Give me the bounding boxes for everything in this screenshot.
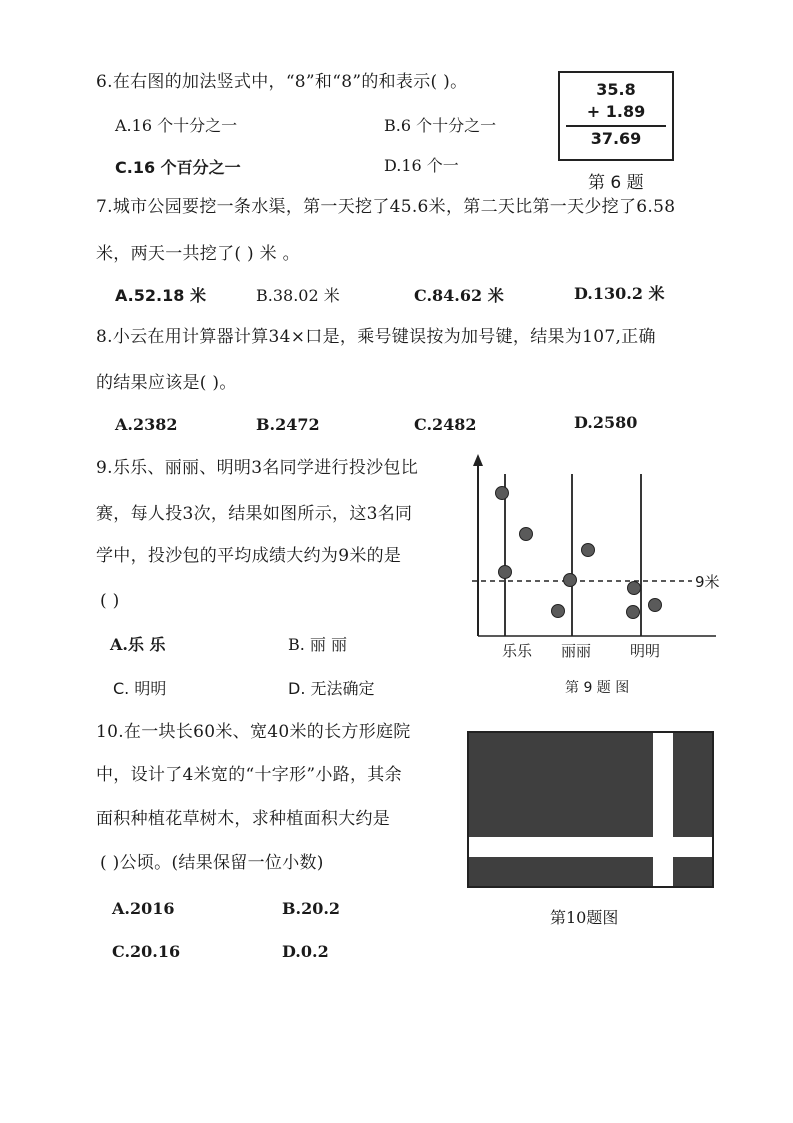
q6-figure-result: 37.69 [590, 129, 642, 148]
q6-figure-vertical-addition [558, 71, 674, 161]
q8-option-c: C.2482 [414, 415, 477, 434]
q9-figure-dot-lele-1 [496, 487, 509, 500]
q10-figure-vertical-path [653, 732, 673, 887]
q8-option-d: D.2580 [574, 413, 638, 432]
q9-figure-dot-lili-1 [582, 544, 595, 557]
q9-figure-name-mingming: 明明 [630, 642, 661, 660]
q9-figure-name-lili: 丽丽 [561, 642, 592, 660]
q7-option-b: B.38.02 米 [256, 286, 340, 305]
q9-figure-name-lele: 乐乐 [502, 642, 533, 660]
q7-stem-line1: 7.城市公园要挖一条水渠，第一天挖了45.6米，第二天比第一天少挖了6.58 [96, 197, 676, 217]
q10-stem-line4: ( )公顷。(结果保留一位小数) [100, 853, 324, 873]
q9-stem-line3: 学中，投沙包的平均成绩大约为9米的是 [96, 546, 402, 566]
q8-option-a: A.2382 [115, 415, 178, 434]
q6-figure-line2: + 1.89 [586, 102, 646, 121]
q10-stem-line2: 中，设计了4米宽的“十字形”小路，其余 [96, 765, 402, 785]
q8-option-b: B.2472 [256, 415, 320, 434]
q9-option-b: B. 丽 丽 [288, 635, 348, 654]
q9-stem-line4: ( ) [100, 591, 120, 611]
q6-figure-caption: 第 6 题 [588, 173, 644, 193]
q9-figure-y-axis-arrow [473, 454, 483, 466]
q6-option-c: C.16 个百分之一 [115, 158, 241, 177]
q8-stem-line1: 8.小云在用计算器计算34×口是，乘号键误按为加号键，结果为107,正确 [96, 327, 656, 347]
q6-option-a: A.16 个十分之一 [115, 116, 238, 135]
q9-stem-line2: 赛，每人投3次，结果如图所示，这3名同 [96, 504, 413, 524]
q9-stem-line1: 9.乐乐、丽丽、明明3名同学进行投沙包比 [96, 458, 419, 478]
q10-figure-horizontal-path [468, 837, 713, 857]
q10-option-d: D.0.2 [282, 942, 329, 961]
q7-option-c: C.84.62 米 [414, 286, 504, 305]
q8-stem-line2: 的结果应该是( )。 [96, 373, 237, 393]
q10-option-c: C.20.16 [112, 942, 181, 961]
q6-option-b: B.6 个十分之一 [384, 116, 497, 135]
q9-figure-dot-lili-3 [552, 605, 565, 618]
q10-stem-line1: 10.在一块长60米、宽40米的长方形庭院 [96, 722, 411, 742]
q9-figure-dot-mingming-3 [627, 606, 640, 619]
q9-figure-caption: 第 9 题 图 [565, 680, 630, 696]
q9-option-a: A.乐 乐 [110, 635, 166, 654]
q9-option-c: C. 明明 [113, 679, 167, 698]
q9-figure-dot-mingming-1 [628, 582, 641, 595]
q9-figure-dot-lele-2 [520, 528, 533, 541]
q9-figure-dot-mingming-2 [649, 599, 662, 612]
q6-figure-sum-line [566, 125, 666, 127]
q9-figure-throw-results [462, 452, 722, 662]
q9-figure-dot-lele-3 [499, 566, 512, 579]
q6-stem: 6.在右图的加法竖式中，“8”和“8”的和表示( )。 [96, 72, 468, 92]
q10-option-a: A.2016 [112, 899, 175, 918]
q9-figure-dot-lili-2 [564, 574, 577, 587]
q10-figure-caption: 第10题图 [550, 908, 619, 927]
q6-option-d: D.16 个一 [384, 156, 459, 175]
q7-option-a: A.52.18 米 [115, 286, 206, 305]
q9-option-d: D. 无法确定 [288, 679, 375, 698]
q10-stem-line3: 面积种植花草树木，求种植面积大约是 [96, 809, 391, 829]
q10-figure-field [468, 732, 713, 887]
q9-figure-reference-label: 9米 [695, 573, 720, 591]
q6-figure-line1: 35.8 [596, 80, 636, 99]
q10-option-b: B.20.2 [282, 899, 341, 918]
q7-option-d: D.130.2 米 [574, 284, 665, 303]
q10-figure-courtyard [467, 731, 715, 889]
q7-stem-line2: 米，两天一共挖了( ) 米 。 [96, 244, 300, 264]
